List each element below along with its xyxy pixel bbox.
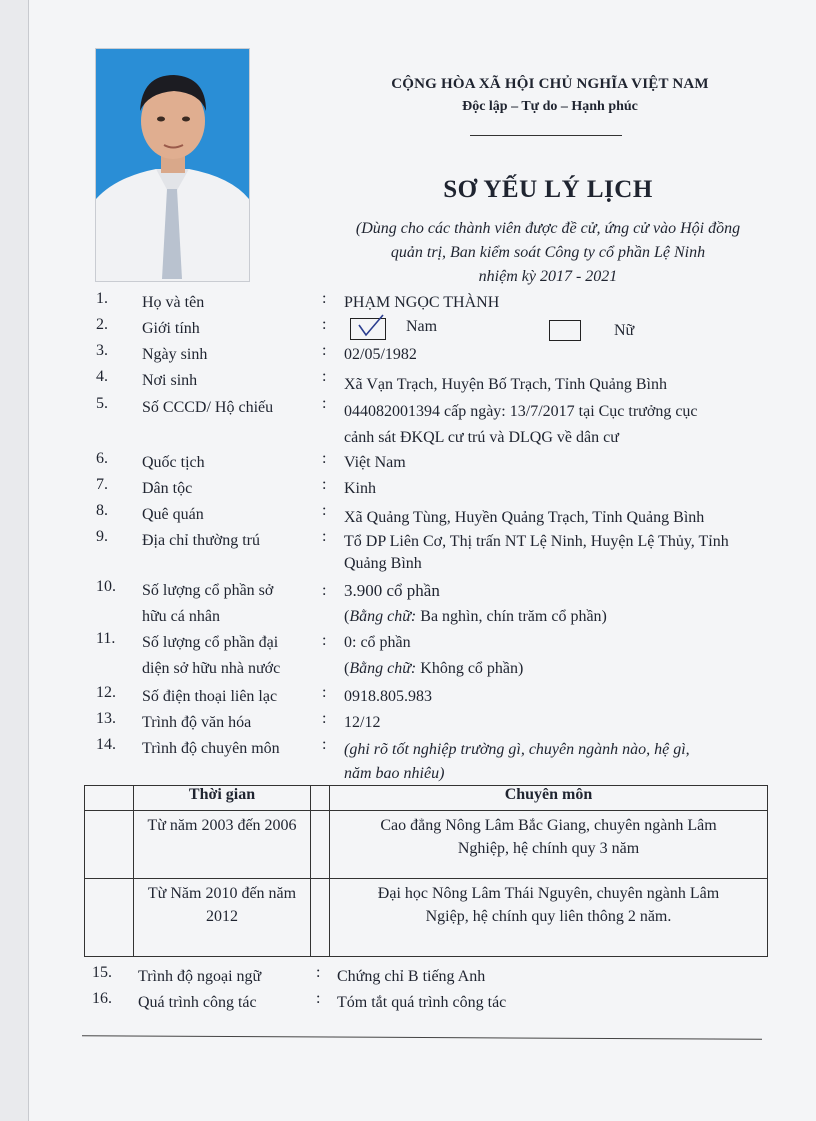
gender-male-checkbox[interactable] xyxy=(350,318,386,340)
field-label: Quê quán xyxy=(142,506,204,523)
shares-amount: 3.900 cổ phần xyxy=(344,581,440,600)
field-number: 15. xyxy=(92,964,112,981)
colon: : xyxy=(322,476,327,493)
table-row xyxy=(85,811,768,879)
field-label-line: Số lượng cổ phần sở xyxy=(142,582,274,599)
field-label: Quốc tịch xyxy=(142,454,205,471)
words-value: Không cổ phần) xyxy=(416,660,524,677)
field-value-line: 044082001394 cấp ngày: 13/7/2017 tại Cục trưởng cục xyxy=(344,403,698,420)
colon: : xyxy=(322,736,327,753)
field-label: Số điện thoại liên lạc xyxy=(142,688,278,705)
table-cell-time xyxy=(134,879,311,957)
table-header-time: Thời gian xyxy=(134,786,311,811)
table-cell xyxy=(311,811,330,879)
field-label-line: Số lượng cổ phần đại xyxy=(142,634,279,651)
colon: : xyxy=(322,450,327,467)
words-label: Bằng chữ: xyxy=(349,608,417,625)
shares-in-words: (Bằng chữ: Không cổ phần) xyxy=(344,660,524,677)
field-number: 8. xyxy=(96,502,108,519)
field-number: 1. xyxy=(96,290,108,307)
table-header-row xyxy=(85,786,768,811)
field-number: 10. xyxy=(96,578,116,595)
field-label: Nơi sinh xyxy=(142,372,198,389)
national-motto: Độc lập – Tự do – Hạnh phúc xyxy=(462,99,638,114)
field-number: 12. xyxy=(96,684,116,701)
field-value-line: Tổ DP Liên Cơ, Thị trấn NT Lệ Ninh, Huyện Lệ Thủy, Tỉnh xyxy=(344,533,729,550)
field-label: Giới tính xyxy=(142,320,200,337)
national-header xyxy=(350,76,750,115)
gender-female-label: Nữ xyxy=(614,322,635,339)
field-label: Trình độ chuyên môn xyxy=(142,740,280,757)
field-value-line: năm bao nhiêu) xyxy=(344,765,445,782)
field-value: Tóm tắt quá trình công tác xyxy=(337,994,507,1011)
field-number: 16. xyxy=(92,990,112,1007)
field-number: 4. xyxy=(96,368,108,385)
cell-line: Từ năm 2003 đến 2006 xyxy=(147,817,297,834)
field-label-line: hữu cá nhân xyxy=(142,608,220,625)
colon: : xyxy=(322,368,327,385)
shares-amount: 0: cổ phần xyxy=(344,634,411,651)
field-number: 7. xyxy=(96,476,108,493)
subtitle-line: nhiệm kỳ 2017 - 2021 xyxy=(478,268,618,285)
cell-line xyxy=(134,879,310,928)
colon: : xyxy=(322,710,327,727)
portrait-photo xyxy=(95,48,250,282)
field-value-line: (ghi rõ tốt nghiệp trường gì, chuyên ngành nào, hệ gì, xyxy=(344,741,690,758)
colon: : xyxy=(322,290,327,307)
table-header-blank xyxy=(311,786,330,811)
field-value: 0918.805.983 xyxy=(344,688,432,705)
field-label: Dân tộc xyxy=(142,480,193,497)
table-cell xyxy=(85,811,134,879)
field-number: 13. xyxy=(96,710,116,727)
document-title: SƠ YẾU LÝ LỊCH xyxy=(443,176,653,203)
colon: : xyxy=(322,316,327,333)
field-value xyxy=(344,531,774,575)
field-value: Xã Vạn Trạch, Huyện Bố Trạch, Tỉnh Quảng Bình xyxy=(344,376,667,393)
cell-line: 2012 xyxy=(206,908,238,925)
field-value-line: cảnh sát ĐKQL cư trú và DLQG về dân cư xyxy=(344,429,619,446)
field-value: Chứng chỉ B tiếng Anh xyxy=(337,968,486,985)
colon: : xyxy=(322,502,327,519)
field-number: 11. xyxy=(96,630,116,647)
field-number: 2. xyxy=(96,316,108,333)
field-value xyxy=(344,399,774,451)
cell-line: Đại học Nông Lâm Thái Nguyên, chuyên ngành Lâm xyxy=(377,885,720,902)
table-cell-major xyxy=(330,811,768,879)
words-label: Bằng chữ: xyxy=(349,660,417,677)
field-label-line: diện sở hữu nhà nước xyxy=(142,660,281,677)
field-value xyxy=(344,630,774,682)
field-value-line: Quảng Bình xyxy=(344,555,422,572)
field-value: 02/05/1982 xyxy=(344,346,417,363)
table-cell-time xyxy=(134,811,311,879)
field-number: 9. xyxy=(96,528,108,545)
table-row xyxy=(85,879,768,957)
education-table xyxy=(84,785,768,957)
field-value xyxy=(344,578,774,630)
gender-male-label: Nam xyxy=(406,318,438,335)
table-cell-major xyxy=(330,879,768,957)
table-cell xyxy=(311,879,330,957)
field-label: Họ và tên xyxy=(142,294,205,311)
colon: : xyxy=(316,964,321,981)
table-header-blank xyxy=(85,786,134,811)
table-header-major: Chuyên môn xyxy=(330,786,768,811)
field-value: Xã Quảng Tùng, Huyền Quảng Trạch, Tỉnh Quảng Bình xyxy=(344,509,705,526)
colon: : xyxy=(322,528,327,545)
field-number: 14. xyxy=(96,736,116,753)
field-label xyxy=(142,578,320,630)
field-value: 12/12 xyxy=(344,714,381,731)
cell-line: Ngiệp, hệ chính quy liên thông 2 năm. xyxy=(425,908,672,925)
cell-line xyxy=(330,879,767,928)
header-divider xyxy=(470,135,622,136)
colon: : xyxy=(322,632,327,649)
field-label: Trình độ văn hóa xyxy=(142,714,252,731)
field-value: Việt Nam xyxy=(344,454,406,471)
colon: : xyxy=(322,582,327,599)
words-value: Ba nghìn, chín trăm cổ phần) xyxy=(416,608,607,625)
gender-female-checkbox[interactable] xyxy=(549,320,581,341)
checkmark-icon xyxy=(353,313,387,339)
subtitle-line: quản trị, Ban kiểm soát Công ty cổ phần Lệ Ninh xyxy=(390,244,706,261)
field-value: PHẠM NGỌC THÀNH xyxy=(344,294,500,311)
colon: : xyxy=(316,990,321,1007)
field-number: 6. xyxy=(96,450,108,467)
colon: : xyxy=(322,342,327,359)
field-label: Ngày sinh xyxy=(142,346,208,363)
subtitle-line: (Dùng cho các thành viên được đề cử, ứng cử vào Hội đồng xyxy=(355,220,741,237)
cell-line: Cao đẳng Nông Lâm Bắc Giang, chuyên ngành Lâm xyxy=(380,817,717,834)
field-value xyxy=(344,738,774,786)
colon: : xyxy=(322,395,327,412)
colon: : xyxy=(322,684,327,701)
cell-line: Nghiệp, hệ chính quy 3 năm xyxy=(457,840,640,857)
field-number: 5. xyxy=(96,395,108,412)
field-label: Địa chỉ thường trú xyxy=(142,532,260,549)
field-label: Số CCCD/ Hộ chiếu xyxy=(142,399,274,416)
field-label: Quá trình công tác xyxy=(138,994,257,1011)
cell-line: Từ Năm 2010 đến năm xyxy=(147,885,297,902)
field-label xyxy=(142,630,320,682)
field-label: Trình độ ngoại ngữ xyxy=(138,968,262,985)
cell-line xyxy=(330,811,767,860)
national-title: CỘNG HÒA XÃ HỘI CHỦ NGHĨA VIỆT NAM xyxy=(391,76,709,92)
document-subtitle xyxy=(330,217,766,289)
field-number: 3. xyxy=(96,342,108,359)
shares-in-words: (Bằng chữ: Ba nghìn, chín trăm cổ phần) xyxy=(344,608,607,625)
table-cell xyxy=(85,879,134,957)
field-value: Kinh xyxy=(344,480,376,497)
